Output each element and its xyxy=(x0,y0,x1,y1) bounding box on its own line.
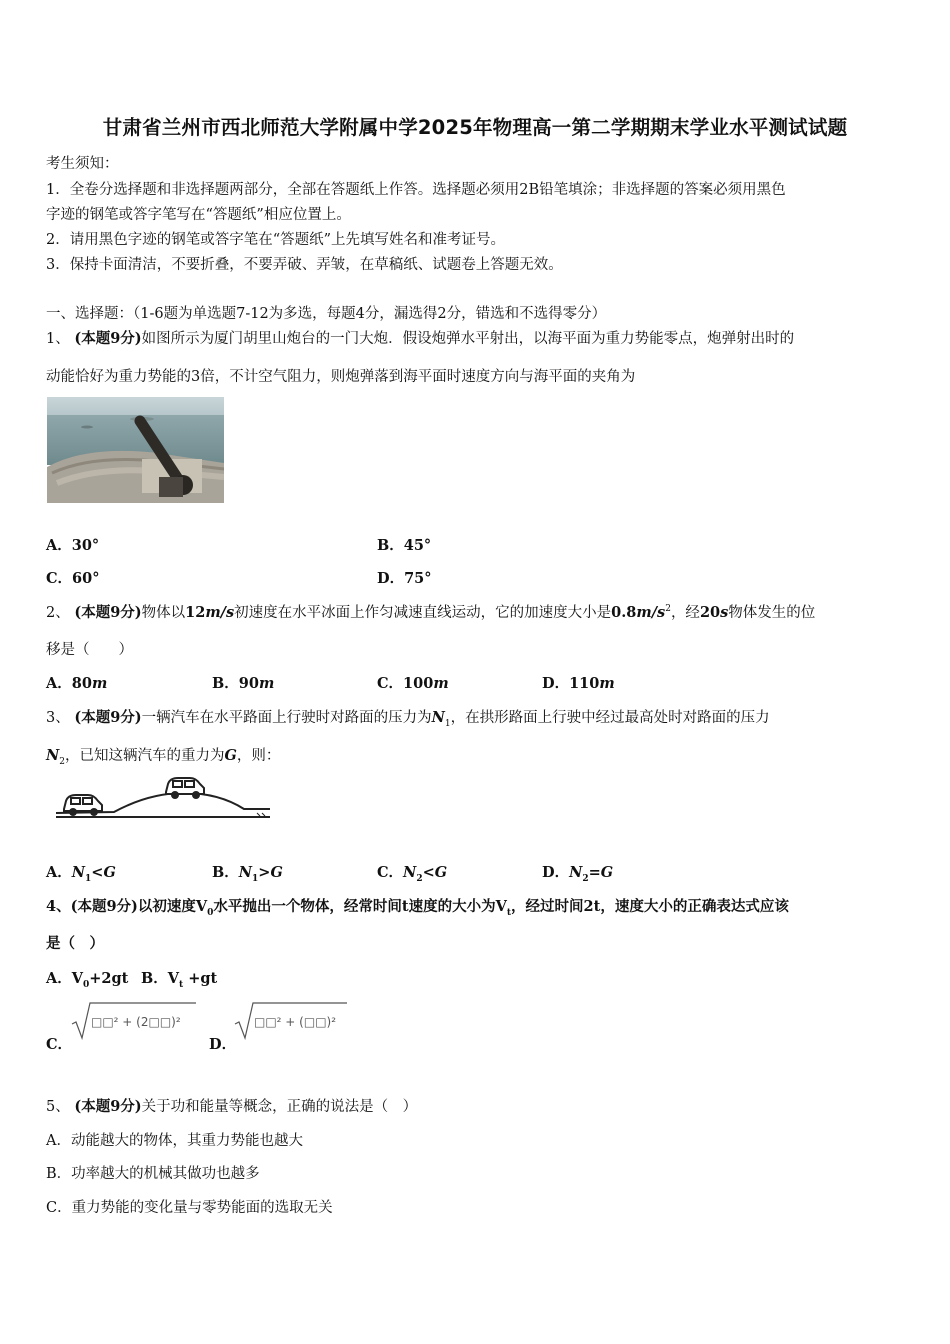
relation: > xyxy=(258,864,271,881)
option-label: C．100 xyxy=(377,675,434,692)
option-a[interactable] xyxy=(46,967,128,990)
question-number: 4、 xyxy=(46,898,71,915)
unit-exponent: 2 xyxy=(665,604,671,615)
option-label: B． xyxy=(212,864,239,881)
force-symbol: N xyxy=(46,747,60,764)
question-3-stem-line2 xyxy=(46,744,280,767)
option-label: D． xyxy=(209,1036,237,1053)
subscript: 1 xyxy=(444,718,451,729)
subscript: 2 xyxy=(416,873,423,884)
option-label: B．V xyxy=(141,970,180,987)
question-1-stem-line2: 动能恰好为重力势能的3倍，不计空气阻力，则炮弹落到海平面时速度方向与海平面的夹角为 xyxy=(46,369,636,385)
option-label: D．110 xyxy=(542,675,600,692)
formula-c xyxy=(70,1000,198,1040)
relation: < xyxy=(91,864,104,881)
page-title: 甘肃省兰州市西北师范大学附属中学2025年物理高一第二学期期末学业水平测试试题 xyxy=(102,116,848,139)
question-4-stem-line2: 是（ ） xyxy=(46,935,104,952)
option-label: B．90 xyxy=(212,675,259,692)
option-c[interactable]: C．重力势能的变化量与零势能面的选取无关 xyxy=(46,1200,333,1216)
question-text: 物体以 xyxy=(141,605,186,621)
option-c[interactable] xyxy=(377,672,449,693)
question-text: 一辆汽车在水平路面上行驶时对路面的压力为 xyxy=(141,710,432,726)
option-label: C． xyxy=(377,864,404,881)
option-b[interactable]: B．45° xyxy=(377,537,432,554)
option-a[interactable] xyxy=(46,672,107,693)
question-score: (本题9分) xyxy=(70,898,138,915)
option-b[interactable] xyxy=(212,861,283,884)
question-text: ，经过时间2t，速度大小的正确表达式应该 xyxy=(511,898,789,915)
gravity-symbol: G xyxy=(434,864,448,881)
question-text: 物体发生的位 xyxy=(728,605,816,621)
option-label: A．V xyxy=(46,970,84,987)
option-d[interactable] xyxy=(542,861,613,884)
force-symbol: N xyxy=(238,864,253,881)
option-label: D． xyxy=(542,864,570,881)
car-road-diagram xyxy=(54,775,274,825)
question-3-stem xyxy=(46,706,770,729)
question-score: (本题9分) xyxy=(74,604,142,621)
question-number: 3、 xyxy=(46,710,70,726)
option-d[interactable]: D．75° xyxy=(377,570,432,587)
question-number: 5、 xyxy=(46,1099,70,1115)
gravity-symbol: G xyxy=(600,864,614,881)
question-score: (本题9分) xyxy=(74,1098,142,1115)
question-number: 2、 xyxy=(46,605,70,621)
option-unit: m xyxy=(599,675,615,692)
force-symbol: N xyxy=(569,864,583,881)
formula-d-text: □□² + (□□)² xyxy=(254,1015,337,1029)
option-c[interactable]: C．60° xyxy=(46,570,100,587)
question-score: (本题9分) xyxy=(74,330,142,347)
option-a[interactable]: A．动能越大的物体，其重力势能也越大 xyxy=(46,1133,303,1149)
option-a[interactable] xyxy=(46,861,116,884)
subscript: 0 xyxy=(207,907,214,918)
option-unit: m xyxy=(258,675,275,692)
question-text: 以初速度V xyxy=(137,898,208,915)
gravity-symbol: G xyxy=(224,747,237,764)
force-symbol: N xyxy=(71,864,86,881)
question-text: 水平抛出一个物体，经常时间t速度的大小为V xyxy=(213,898,507,915)
question-text: ，在拱形路面上行驶中经过最高处时对路面的压力 xyxy=(450,710,770,726)
option-b[interactable]: B．功率越大的机械其做功也越多 xyxy=(46,1166,260,1182)
option-b[interactable] xyxy=(212,672,274,693)
relation: < xyxy=(422,864,435,881)
option-label: A．80 xyxy=(46,675,92,692)
question-score: (本题9分) xyxy=(74,709,142,726)
question-5-stem xyxy=(46,1095,417,1116)
question-2-stem-line2: 移是（ ） xyxy=(46,642,133,658)
subscript: 0 xyxy=(83,979,90,990)
notice-item: 3．保持卡面清洁，不要折叠，不要弄破、弄皱，在草稿纸、试题卷上答题无效。 xyxy=(46,257,563,273)
question-number: 1、 xyxy=(46,331,70,347)
question-text: ，经 xyxy=(670,605,700,621)
formula-c-text: □□² + (2□□)² xyxy=(91,1015,181,1029)
question-text: 初速度在水平冰面上作匀减速直线运动，它的加速度大小是 xyxy=(234,605,612,621)
time-value: 20 xyxy=(699,604,721,621)
option-a[interactable]: A．30° xyxy=(46,537,100,554)
notice-heading: 考生须知： xyxy=(46,156,119,172)
subscript: 1 xyxy=(252,873,259,884)
section-heading: 一、选择题：（1-6题为单选题7-12为多选，每题4分，漏选得2分，错选和不选得零分） xyxy=(46,306,607,322)
option-label: A． xyxy=(46,864,72,881)
formula-d xyxy=(233,1000,353,1040)
option-unit: m xyxy=(433,675,449,692)
question-text: 如图所示为厦门胡里山炮台的一门大炮．假设炮弹水平射出，以海平面为重力势能零点，炮弹射出时的 xyxy=(141,331,795,347)
option-d[interactable] xyxy=(542,672,615,693)
time-unit: s xyxy=(720,604,729,621)
velocity-unit: m/s xyxy=(205,604,235,621)
question-2-stem xyxy=(46,601,815,622)
initial-velocity: 12 xyxy=(185,604,206,621)
option-unit: m xyxy=(91,675,108,692)
subscript: 1 xyxy=(85,873,92,884)
subscript: t xyxy=(506,907,512,918)
question-text: ，则： xyxy=(236,748,281,764)
option-b[interactable] xyxy=(141,967,217,990)
option-c[interactable] xyxy=(46,1033,72,1054)
relation: = xyxy=(588,864,601,881)
option-label: C． xyxy=(46,1036,73,1053)
option-c[interactable] xyxy=(377,861,447,884)
option-text: +2gt xyxy=(89,970,129,987)
notice-item: 2．请用黑色字迹的钢笔或答字笔在“答题纸”上先填写姓名和准考证号。 xyxy=(46,232,506,248)
subscript: 2 xyxy=(582,873,589,884)
acceleration: 0.8 xyxy=(611,604,637,621)
notice-item: 1．全卷分选择题和非选择题两部分，全部在答题纸上作答。选择题必须用2B铅笔填涂；非选择题的答案必须用黑色 xyxy=(46,182,786,198)
force-symbol: N xyxy=(431,709,445,726)
notice-item: 字迹的钢笔或答字笔写在“答题纸”相应位置上。 xyxy=(46,207,351,223)
question-text: ，已知这辆汽车的重力为 xyxy=(65,748,225,764)
subscript: t xyxy=(179,979,184,990)
gravity-symbol: G xyxy=(270,864,283,881)
cannon-photo xyxy=(47,397,224,503)
force-symbol: N xyxy=(403,864,417,881)
subscript: 2 xyxy=(59,756,65,767)
question-text: 关于功和能量等概念，正确的说法是（ ） xyxy=(141,1099,418,1115)
gravity-symbol: G xyxy=(103,864,116,881)
acceleration-unit: m/s xyxy=(636,604,666,621)
question-4-stem xyxy=(46,895,789,918)
option-text: +gt xyxy=(183,970,218,987)
question-1-stem xyxy=(46,327,794,348)
